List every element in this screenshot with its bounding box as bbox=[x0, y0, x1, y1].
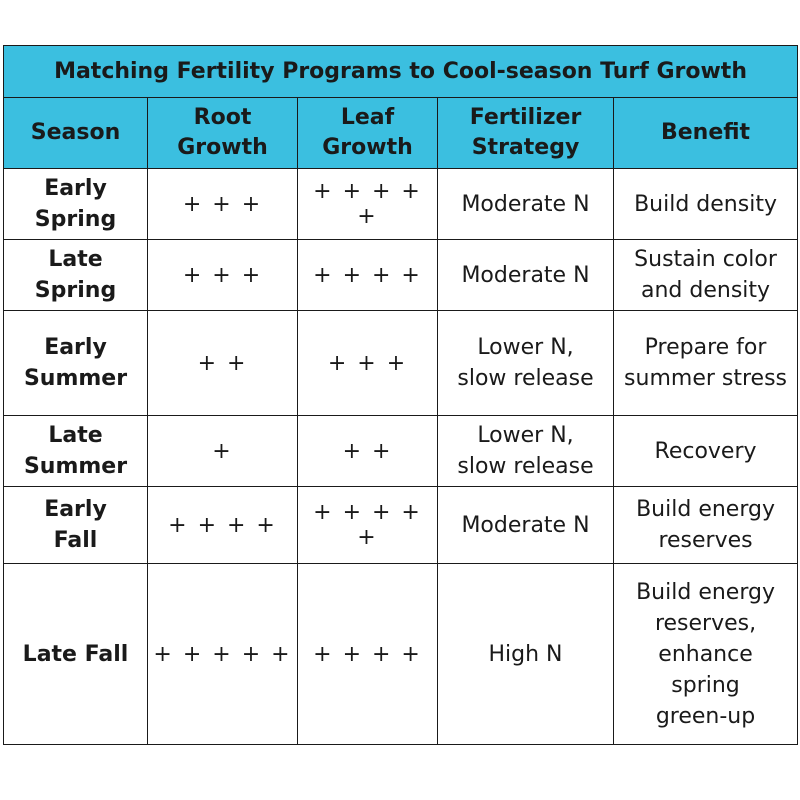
root-growth-cell: + + + bbox=[148, 169, 298, 240]
title-row bbox=[4, 46, 798, 98]
strategy-cell: Moderate N bbox=[438, 487, 614, 564]
table-row bbox=[4, 487, 798, 564]
table-row bbox=[4, 240, 798, 311]
leaf-growth-cell: + + + + + bbox=[298, 487, 438, 564]
benefit-cell: Sustain color and density bbox=[614, 240, 798, 311]
benefit-cell: Build density bbox=[614, 169, 798, 240]
table-row bbox=[4, 416, 798, 487]
season-cell: Late Fall bbox=[4, 564, 148, 745]
leaf-growth-cell: + + + + + bbox=[298, 169, 438, 240]
table-title: Matching Fertility Programs to Cool-season Turf Growth bbox=[4, 46, 798, 98]
header-row bbox=[4, 98, 798, 169]
benefit-cell: Build energy reserves, enhance spring green-up bbox=[614, 564, 798, 745]
header-season: Season bbox=[4, 98, 148, 169]
fertility-table bbox=[3, 45, 798, 745]
root-growth-cell: + + + bbox=[148, 240, 298, 311]
benefit-cell: Recovery bbox=[614, 416, 798, 487]
root-growth-cell: + bbox=[148, 416, 298, 487]
strategy-cell: Moderate N bbox=[438, 240, 614, 311]
season-cell: Late Summer bbox=[4, 416, 148, 487]
root-growth-cell: + + + + + bbox=[148, 564, 298, 745]
header-leaf-growth: Leaf Growth bbox=[298, 98, 438, 169]
leaf-growth-cell: + + + bbox=[298, 311, 438, 416]
season-cell: Late Spring bbox=[4, 240, 148, 311]
leaf-growth-cell: + + bbox=[298, 416, 438, 487]
strategy-cell: Lower N, slow release bbox=[438, 416, 614, 487]
header-benefit: Benefit bbox=[614, 98, 798, 169]
table-row bbox=[4, 169, 798, 240]
leaf-growth-cell: + + + + bbox=[298, 564, 438, 745]
strategy-cell: Lower N, slow release bbox=[438, 311, 614, 416]
strategy-cell: High N bbox=[438, 564, 614, 745]
root-growth-cell: + + bbox=[148, 311, 298, 416]
root-growth-cell: + + + + bbox=[148, 487, 298, 564]
table-row bbox=[4, 311, 798, 416]
season-cell: Early Spring bbox=[4, 169, 148, 240]
season-cell: Early Summer bbox=[4, 311, 148, 416]
leaf-growth-cell: + + + + bbox=[298, 240, 438, 311]
benefit-cell: Prepare for summer stress bbox=[614, 311, 798, 416]
header-root-growth: Root Growth bbox=[148, 98, 298, 169]
benefit-cell: Build energy reserves bbox=[614, 487, 798, 564]
strategy-cell: Moderate N bbox=[438, 169, 614, 240]
season-cell: Early Fall bbox=[4, 487, 148, 564]
header-fertilizer-strategy: Fertilizer Strategy bbox=[438, 98, 614, 169]
table-row bbox=[4, 564, 798, 745]
